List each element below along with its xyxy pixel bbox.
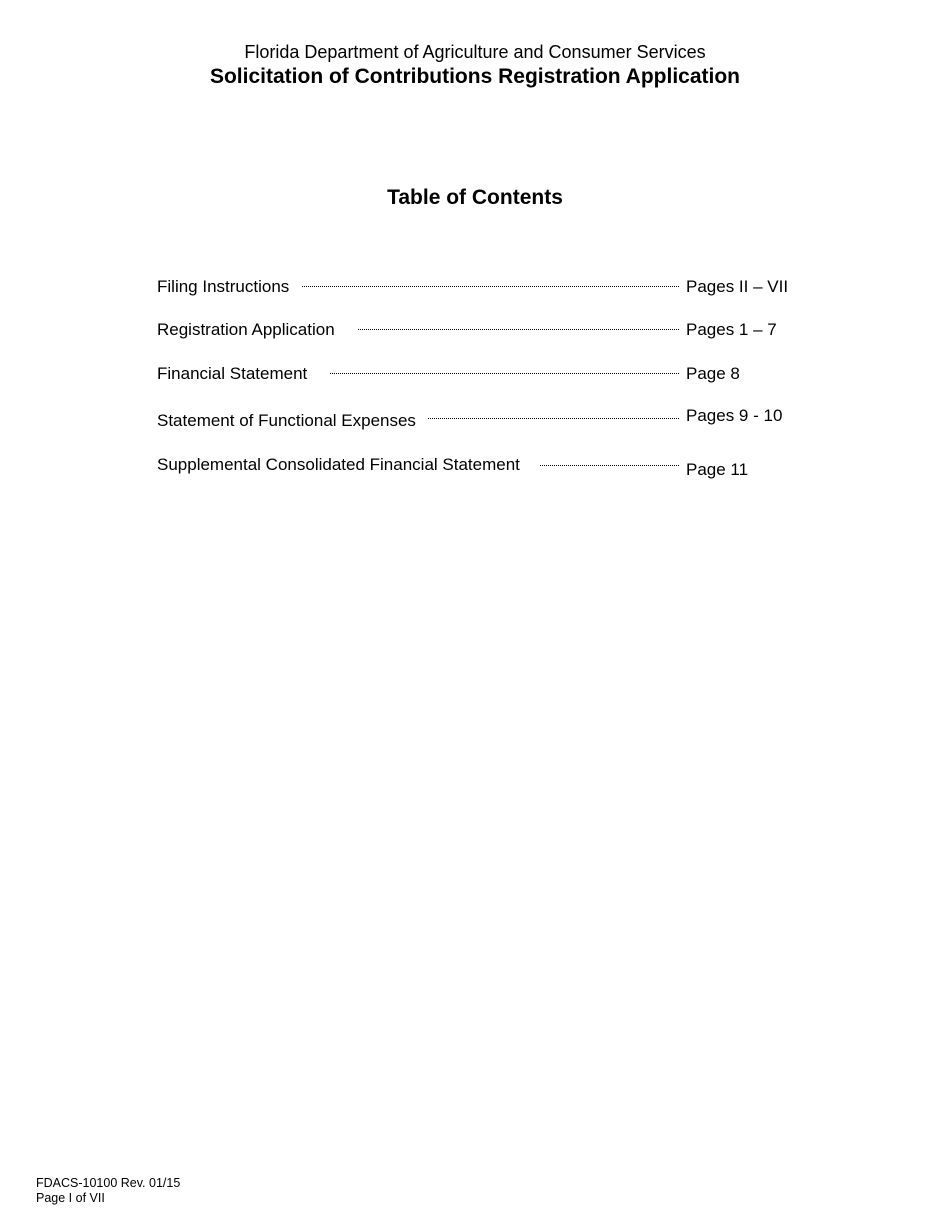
- toc-dot-leader: [358, 329, 679, 330]
- toc-dot-leader: [302, 286, 679, 287]
- toc-entry-label: Filing Instructions: [157, 277, 290, 296]
- toc-entry-label: Supplemental Consolidated Financial Statement: [157, 455, 520, 474]
- toc-entry-financial-statement: [157, 364, 797, 388]
- toc-entry-pages: Pages 9 - 10: [686, 406, 783, 425]
- toc-entry-pages: Page 11: [686, 460, 749, 479]
- toc-entry-pages: Page 8: [686, 364, 740, 383]
- toc-dot-leader: [540, 465, 679, 466]
- form-title: Solicitation of Contributions Registration Application: [209, 65, 741, 88]
- page-footer: [36, 1176, 180, 1206]
- agency-name: Florida Department of Agriculture and Consumer Services: [244, 42, 706, 62]
- toc-dot-leader: [428, 418, 679, 419]
- toc-entry-label: Financial Statement: [157, 364, 308, 383]
- toc-entry-pages: Pages 1 – 7: [686, 320, 777, 339]
- toc-entry-filing-instructions: [157, 277, 797, 301]
- toc-entry-supplemental-consolidated: [157, 455, 797, 479]
- page-number: Page I of VII: [36, 1191, 105, 1205]
- form-number: FDACS-10100 Rev. 01/15: [36, 1176, 181, 1190]
- document-header: [0, 40, 950, 90]
- toc-entry-functional-expenses: [157, 406, 797, 430]
- toc-entry-registration-application: [157, 320, 797, 344]
- toc-dot-leader: [330, 373, 679, 374]
- toc-entry-label: Registration Application: [157, 320, 335, 339]
- toc-title: Table of Contents: [387, 186, 563, 209]
- toc-entry-label: Statement of Functional Expenses: [157, 411, 416, 430]
- toc-entry-pages: Pages II – VII: [686, 277, 789, 296]
